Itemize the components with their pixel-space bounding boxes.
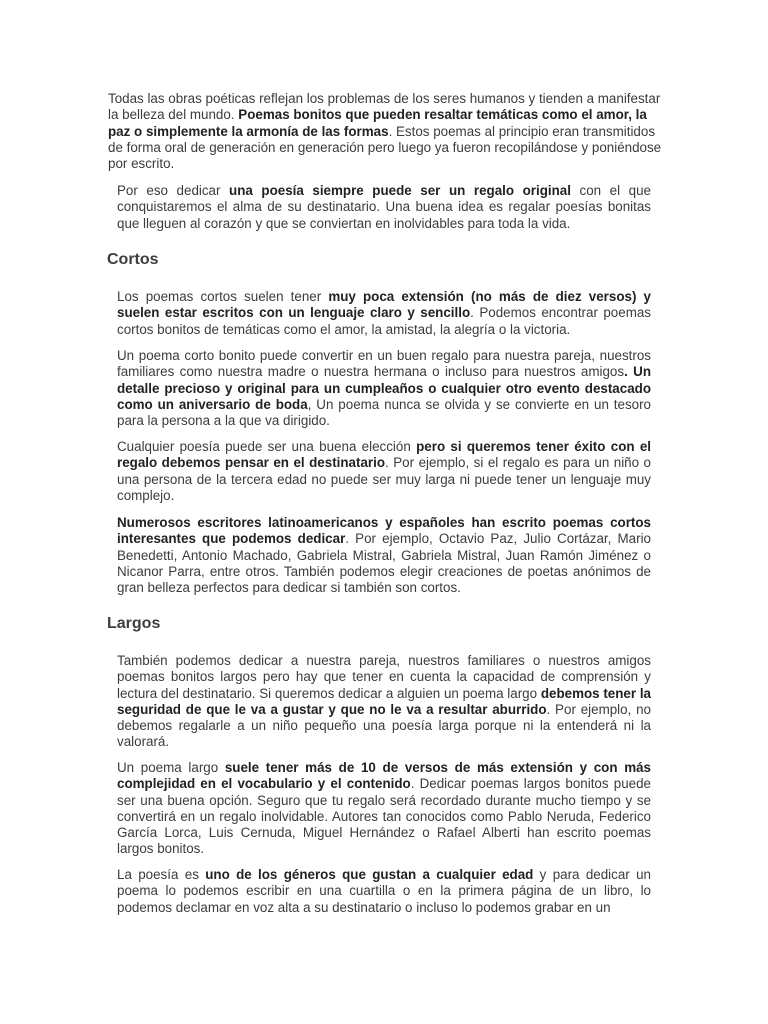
text-run: Un poema corto bonito puede convertir en un buen regalo para nuestra pareja, nuestros familiares como nuestra madre o nuestra hermana o incluso para nuestros amigos <box>117 348 651 380</box>
cortos-paragraph-1 <box>117 289 651 338</box>
intro-paragraph-1 <box>108 91 662 172</box>
bold-text-run: suele tener más de 10 de versos de más extensión y con más complejidad en el vocabulario y el contenido <box>117 760 652 792</box>
text-run: Todas las obras poéticas reflejan los problemas de los seres humanos y tienden a manifestar la belleza del mundo. <box>108 91 661 123</box>
text-run: También podemos dedicar a nuestra pareja, nuestros familiares o nuestros amigos poemas bonitos largos pero hay que tener en cuenta la capacidad de comprensión y lectura del destinatario. Si queremos dedicar a alguien un poema largo <box>117 653 651 701</box>
text-run: . Por ejemplo, si el regalo es para un niño o una persona de la tercera edad no puede ser muy larga ni puede tener un lenguaje muy complejo. <box>117 455 652 503</box>
text-run: La poesía es <box>117 867 206 882</box>
text-run: y para dedicar un poema lo podemos escribir en una cuartilla o en la primera página de un libro, lo podemos declamar en voz alta a su destinatario o incluso lo podemos grabar en un <box>117 867 651 915</box>
bold-text-run: pero si queremos tener éxito con el regalo debemos pensar en el destinatario <box>117 439 652 471</box>
text-run: . Estos poemas al principio eran transmitidos de forma oral de generación en generación pero luego ya fueron recopilándose y poniéndose por escrito. <box>108 123 662 172</box>
cortos-paragraph-2 <box>117 348 651 429</box>
text-run: , Un poema nunca se olvida y se convierte en un tesoro para la persona a la que va dirigido. <box>117 396 651 429</box>
largos-paragraph-1 <box>117 653 651 751</box>
text-run: Por eso dedicar <box>117 183 230 198</box>
section-heading-cortos: Cortos <box>107 251 159 268</box>
cortos-paragraph-4 <box>117 515 651 596</box>
text-run: Los poemas cortos suelen tener <box>117 289 329 304</box>
cortos-paragraph-3 <box>117 439 651 504</box>
bold-text-run: debemos tener la seguridad de que le va a gustar y que no le va a resultar aburrido <box>117 685 651 717</box>
bold-text-run: Numerosos escritores latinoamericanos y españoles han escrito poemas cortos interesantes que podemos dedicar <box>117 515 651 547</box>
text-run: Cualquier poesía puede ser una buena elección <box>117 439 417 454</box>
bold-text-run: una poesía siempre puede ser un regalo original <box>229 183 571 198</box>
bold-text-run: muy poca extensión (no más de diez versos) y suelen estar escritos con un lenguaje claro y sencillo <box>117 289 651 321</box>
bold-text-run: Poemas bonitos que pueden resaltar temáticas como el amor, la paz o simplemente la armonía de las formas <box>108 107 647 139</box>
bold-text-run: . Un detalle precioso y original para un cumpleaños o cualquier otro evento destacado como un aniversario de boda <box>117 364 651 412</box>
section-heading-largos: Largos <box>107 615 161 632</box>
text-run: con el que conquistaremos el alma de su destinatario. Una buena idea es regalar poesías bonitas que lleguen al corazón y que se conviertan en inolvidables para toda la vida. <box>117 183 651 231</box>
text-run: Un poema largo <box>117 760 225 775</box>
text-run: . Por ejemplo, Octavio Paz, Julio Cortázar, Mario Benedetti, Antonio Machado, Gabriela Mistral, Gabriela Mistral, Juan Ramón Jiménez o Nicanor Parra, entre otros. También podemos elegir creaciones de poetas anónimos de gran belleza perfectos para dedicar si también son cortos. <box>117 531 651 596</box>
largos-paragraph-2 <box>117 760 651 858</box>
text-run: . Podemos encontrar poemas cortos bonitos de temáticas como el amor, la amistad, la alegría o la victoria. <box>117 305 651 337</box>
bold-text-run: uno de los géneros que gustan a cualquier edad <box>205 867 534 882</box>
text-run: . Por ejemplo, no debemos regalarle a un niño pequeño una poesía larga porque ni la entenderá ni la valorará. <box>117 701 651 750</box>
largos-paragraph-3 <box>117 867 651 916</box>
intro-paragraph-2 <box>117 183 651 232</box>
text-run: . Dedicar poemas largos bonitos puede ser una buena opción. Seguro que tu regalo será recordado durante mucho tiempo y se convertirá en un regalo inolvidable. Autores tan conocidos como Pablo Neruda, Federico García Lorca, Luis Cernuda, Miguel Hernández o Rafael Alberti han escrito poemas largos bonitos. <box>117 776 651 857</box>
